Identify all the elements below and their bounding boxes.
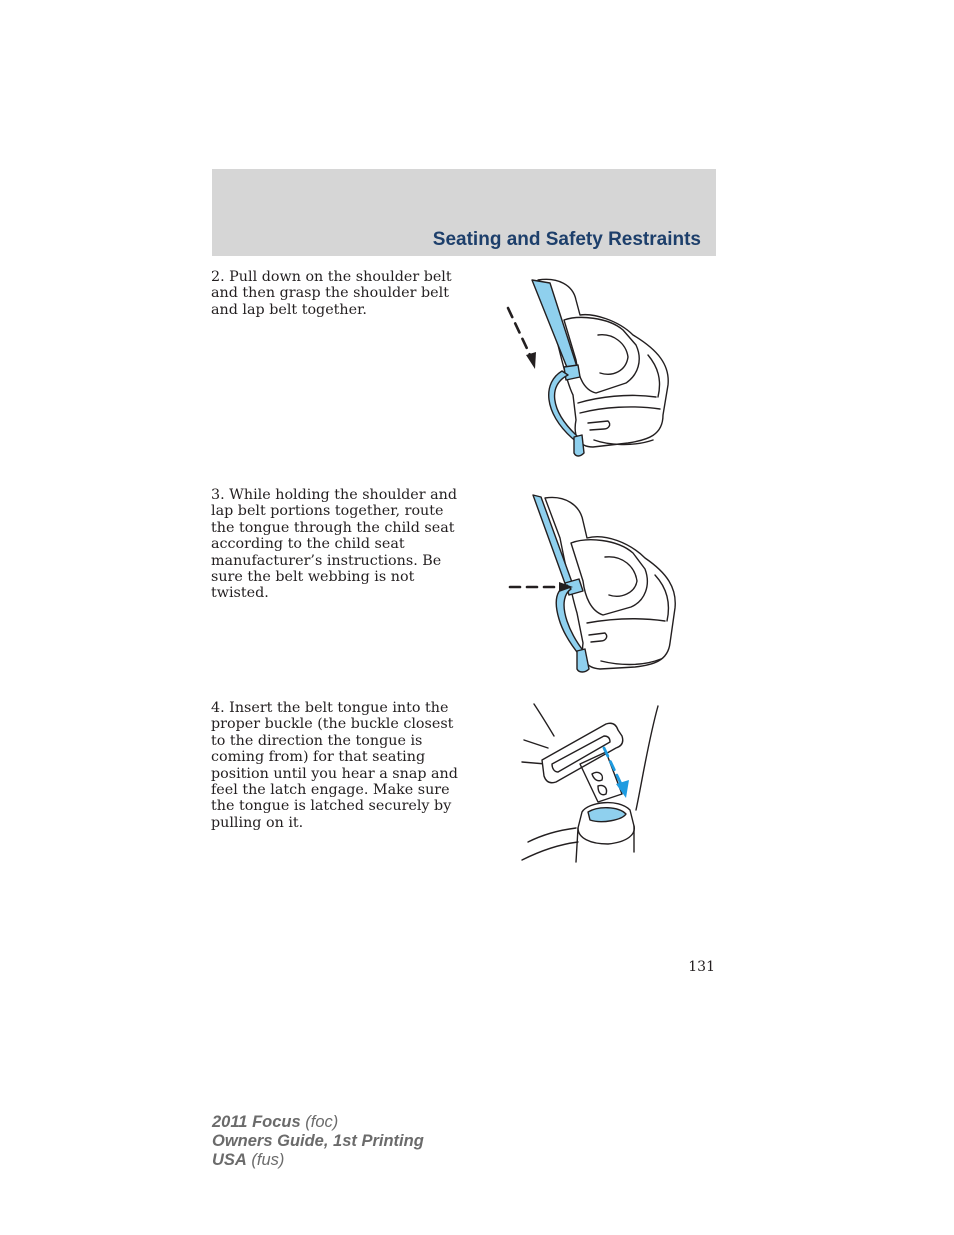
section-header xyxy=(212,169,716,256)
step-2-text: 2. Pull down on the shoulder belt and then grasp the shoulder belt and lap belt together. xyxy=(211,269,452,318)
child-seat-route-tongue-illustration xyxy=(505,493,683,678)
page-number: 131 xyxy=(688,959,715,975)
step-4-text: 4. Insert the belt tongue into the proper buckle (the buckle closest to the direction the tongue is coming from) for that seating position until you hear a snap and feel the latch engage. Make sure the tongue is latched securely by pulling on it. xyxy=(211,700,458,831)
section-title: Seating and Safety Restraints xyxy=(432,229,701,250)
footer-line-3: USA (fus) xyxy=(212,1151,285,1169)
footer xyxy=(212,1113,424,1170)
footer-line-1: 2011 Focus (foc) xyxy=(212,1113,339,1131)
footer-line-2: Owners Guide, 1st Printing xyxy=(212,1132,424,1150)
buckle-insert-illustration xyxy=(518,702,666,868)
step-3-text: 3. While holding the shoulder and lap belt portions together, route the tongue through the child seat according to the child seat manufacturer’s instructions. Be sure the belt webbing is not twisted. xyxy=(211,487,458,602)
child-seat-pull-belt-illustration xyxy=(498,275,683,460)
